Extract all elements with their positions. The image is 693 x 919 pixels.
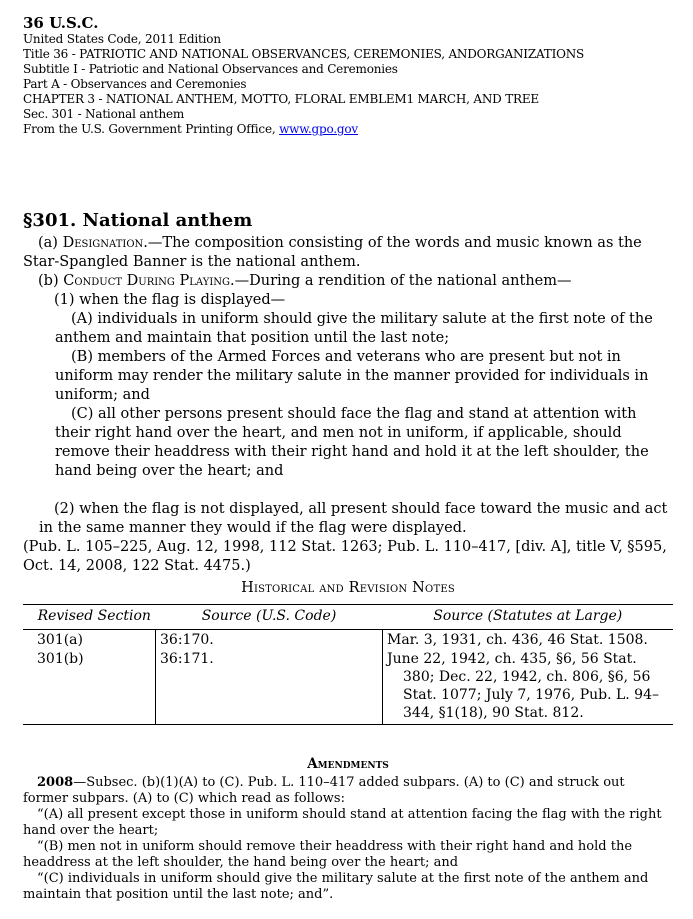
subsection-a: (a) Designation.—The composition consisting of the words and music known as the Star-Spangled Banner is the national anthem.: [23, 235, 642, 270]
section-heading: §301. National anthem: [23, 210, 253, 231]
us-code-cell: 36:171.: [156, 649, 383, 725]
column-header: Revised Section: [23, 605, 156, 630]
document-page: [23, 14, 673, 902]
sec-line: Sec. 301 - National anthem: [23, 107, 185, 121]
table-row: [23, 630, 673, 650]
paragraph-1: (1) when the flag is displayed—: [54, 292, 286, 308]
statutes-cell: June 22, 1942, ch. 435, §6, 56 Stat. 380; Dec. 22, 1942, ch. 806, §6, 56 Stat. 1077; July 7, 1976, Pub. L. 94–344, §1(18), 90 Stat. 812.: [387, 651, 659, 721]
column-header: Source (U.S. Code): [156, 605, 383, 630]
revised-section-cell: 301(a): [23, 630, 156, 650]
table-row: [23, 649, 673, 725]
amendments-title: Amendments: [307, 756, 389, 772]
us-code-cell: 36:170.: [156, 630, 383, 650]
source-prefix: From the U.S. Government Printing Office,: [23, 122, 280, 136]
subsection-b: (b) Conduct During Playing.—During a rendition of the national anthem—: [38, 273, 572, 289]
gpo-link[interactable]: www.gpo.gov: [279, 122, 358, 136]
amendment-intro: 2008—Subsec. (b)(1)(A) to (C). Pub. L. 110–417 added subpars. (A) to (C) and struck out former subpars. (A) to (C) which read as follows:: [23, 775, 625, 806]
section-body: [23, 234, 673, 576]
document-header: [23, 14, 673, 137]
citation: (Pub. L. 105–225, Aug. 12, 1998, 112 Stat. 1263; Pub. L. 110–417, [div. A], title V, §595, Oct. 14, 2008, 122 Stat. 4475.): [23, 539, 667, 574]
subsection-b-caption: Conduct During Playing.: [63, 273, 235, 289]
title-line: Title 36 - PATRIOTIC AND NATIONAL OBSERVANCES, CEREMONIES, ANDORGANIZATIONS: [23, 47, 585, 61]
subparagraph-b: (B) members of the Armed Forces and veterans who are present but not in uniform may render the military salute in the manner provided for individuals in uniform; and: [55, 349, 649, 403]
table-header-row: [23, 605, 673, 630]
chapter-line: CHAPTER 3 - NATIONAL ANTHEM, MOTTO, FLORAL EMBLEM1 MARCH, AND TREE: [23, 92, 539, 106]
notes-title: Historical and Revision Notes: [241, 580, 455, 596]
subtitle-line: Subtitle I - Patriotic and National Observances and Ceremonies: [23, 62, 398, 76]
code-title: 36 U.S.C.: [23, 14, 99, 32]
paragraph-2: (2) when the flag is not displayed, all present should face toward the music and act in the same manner they would if the flag were displayed.: [39, 501, 668, 536]
amendment-year: 2008: [37, 775, 74, 790]
subsection-a-caption: Designation.: [62, 235, 148, 251]
revision-notes-table: [23, 604, 673, 725]
edition-line: United States Code, 2011 Edition: [23, 32, 221, 46]
subparagraph-a: (A) individuals in uniform should give the military salute at the first note of the anthem and maintain that position until the last note;: [55, 311, 653, 346]
column-header: Source (Statutes at Large): [383, 605, 674, 630]
amendment-quote: “(B) men not in uniform should remove their headdress with their right hand and hold the headdress at the left shoulder, the hand being over the heart; and: [23, 839, 633, 870]
revised-section-cell: 301(b): [23, 649, 156, 725]
statutes-cell: Mar. 3, 1931, ch. 436, 46 Stat. 1508.: [387, 632, 648, 648]
source-line: [23, 122, 673, 137]
amendments-body: [23, 775, 673, 903]
subparagraph-c: (C) all other persons present should face the flag and stand at attention with their right hand over the heart, and men not in uniform, if applicable, should remove their headdress with their right hand and hold it at the left shoulder, the hand being over the heart; and: [55, 406, 649, 479]
amendment-quote: “(A) all present except those in uniform should stand at attention facing the flag with the right hand over the heart;: [23, 807, 662, 838]
amendment-quote: “(C) individuals in uniform should give the military salute at the first note of the anthem and maintain that position until the last note; and”.: [23, 871, 649, 902]
part-line: Part A - Observances and Ceremonies: [23, 77, 247, 91]
